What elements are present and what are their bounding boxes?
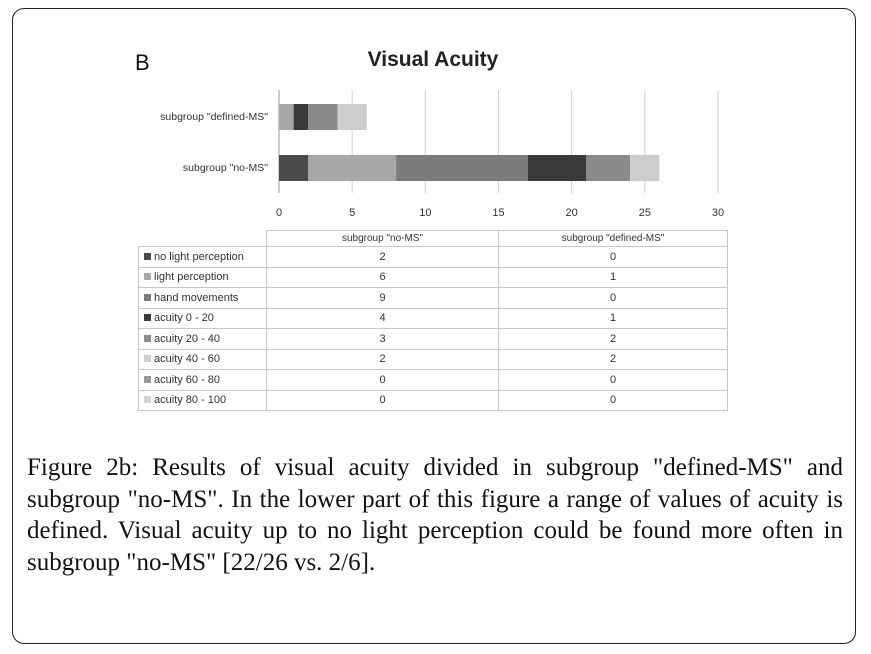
bar-segment-acuity-0-20 <box>528 155 587 181</box>
legend-label: light perception <box>154 271 229 284</box>
legend-swatch <box>144 253 151 260</box>
table-row-label <box>139 390 267 411</box>
bar-segment-light-perception <box>279 104 294 130</box>
panel-label: B <box>135 50 150 75</box>
legend-label: acuity 60 - 80 <box>154 373 221 386</box>
bar-segment-acuity-20-40 <box>308 104 337 130</box>
table-cell-no-ms: 3 <box>267 329 499 350</box>
table-corner-cell <box>139 231 267 247</box>
x-tick-label: 25 <box>638 207 651 219</box>
caption-text: Results of visual acuity divided in subgroup "defined-MS" and subgroup "no-MS". In the lower part of this figure a range of values of acuity is defined. Visual acuity up to no light perception could be found more often in subgroup "no-MS" [22/26 vs. 2/6]. <box>27 454 843 576</box>
table-header-defined-ms: subgroup "defined-MS" <box>499 231 728 247</box>
table-row <box>139 329 728 350</box>
table-cell-defined-ms: 0 <box>499 288 728 309</box>
table-row <box>139 288 728 309</box>
table-cell-defined-ms: 0 <box>499 247 728 268</box>
table-cell-no-ms: 0 <box>267 390 499 411</box>
x-tick-label: 0 <box>275 207 283 219</box>
table-row-label <box>139 267 267 288</box>
table-row <box>139 349 728 370</box>
figure-caption <box>27 452 843 578</box>
legend-label: hand movements <box>154 291 239 304</box>
bar-segment-acuity-0-20 <box>294 104 309 130</box>
x-tick-label: 10 <box>419 207 432 219</box>
category-label: subgroup "defined-MS" <box>160 111 268 123</box>
legend-swatch <box>144 294 151 301</box>
table-cell-defined-ms: 2 <box>499 329 728 350</box>
table-cell-no-ms: 0 <box>267 370 499 391</box>
x-tick-label: 15 <box>492 207 505 219</box>
x-tick-label: 30 <box>711 207 725 219</box>
legend-label: acuity 20 - 40 <box>154 332 221 345</box>
legend-swatch <box>144 314 151 321</box>
table-row <box>139 267 728 288</box>
legend-swatch <box>144 273 151 280</box>
table-cell-defined-ms: 1 <box>499 308 728 329</box>
bar-chart <box>0 0 871 230</box>
table-header-row <box>139 231 728 247</box>
legend-label: acuity 0 - 20 <box>154 312 214 325</box>
legend-swatch <box>144 335 151 342</box>
table-row-label <box>139 288 267 309</box>
bar-segment-no-light-perception <box>279 155 308 181</box>
table-row-label <box>139 247 267 268</box>
table-cell-defined-ms: 2 <box>499 349 728 370</box>
table-row <box>139 390 728 411</box>
legend-label: no light perception <box>154 250 244 263</box>
legend-swatch <box>144 376 151 383</box>
bar-segment-acuity-40-60 <box>630 155 659 181</box>
table-row-label <box>139 308 267 329</box>
table-row-label <box>139 370 267 391</box>
legend-swatch <box>144 355 151 362</box>
table-cell-no-ms: 2 <box>267 349 499 370</box>
table-row <box>139 308 728 329</box>
table-cell-defined-ms: 0 <box>499 370 728 391</box>
table-cell-no-ms: 6 <box>267 267 499 288</box>
chart-title: Visual Acuity <box>367 48 499 71</box>
bar-segment-acuity-20-40 <box>586 155 630 181</box>
table-cell-no-ms: 2 <box>267 247 499 268</box>
bar-segment-light-perception <box>308 155 396 181</box>
x-tick-label: 5 <box>349 207 356 219</box>
x-tick-label: 20 <box>565 207 578 219</box>
table-row <box>139 247 728 268</box>
legend-label: acuity 80 - 100 <box>154 394 227 407</box>
legend-swatch <box>144 396 151 403</box>
legend-label: acuity 40 - 60 <box>154 353 221 366</box>
table-cell-no-ms: 4 <box>267 308 499 329</box>
bar-segment-hand-movements <box>396 155 528 181</box>
bar-segment-acuity-40-60 <box>338 104 367 130</box>
data-table <box>138 230 728 411</box>
table-row-label <box>139 329 267 350</box>
table-header-no-ms: subgroup "no-MS" <box>267 231 499 247</box>
category-label: subgroup "no-MS" <box>182 162 268 174</box>
table-cell-no-ms: 9 <box>267 288 499 309</box>
table-row <box>139 370 728 391</box>
table-cell-defined-ms: 1 <box>499 267 728 288</box>
table-row-label <box>139 349 267 370</box>
table-cell-defined-ms: 0 <box>499 390 728 411</box>
caption-label: Figure 2b: <box>27 454 139 481</box>
